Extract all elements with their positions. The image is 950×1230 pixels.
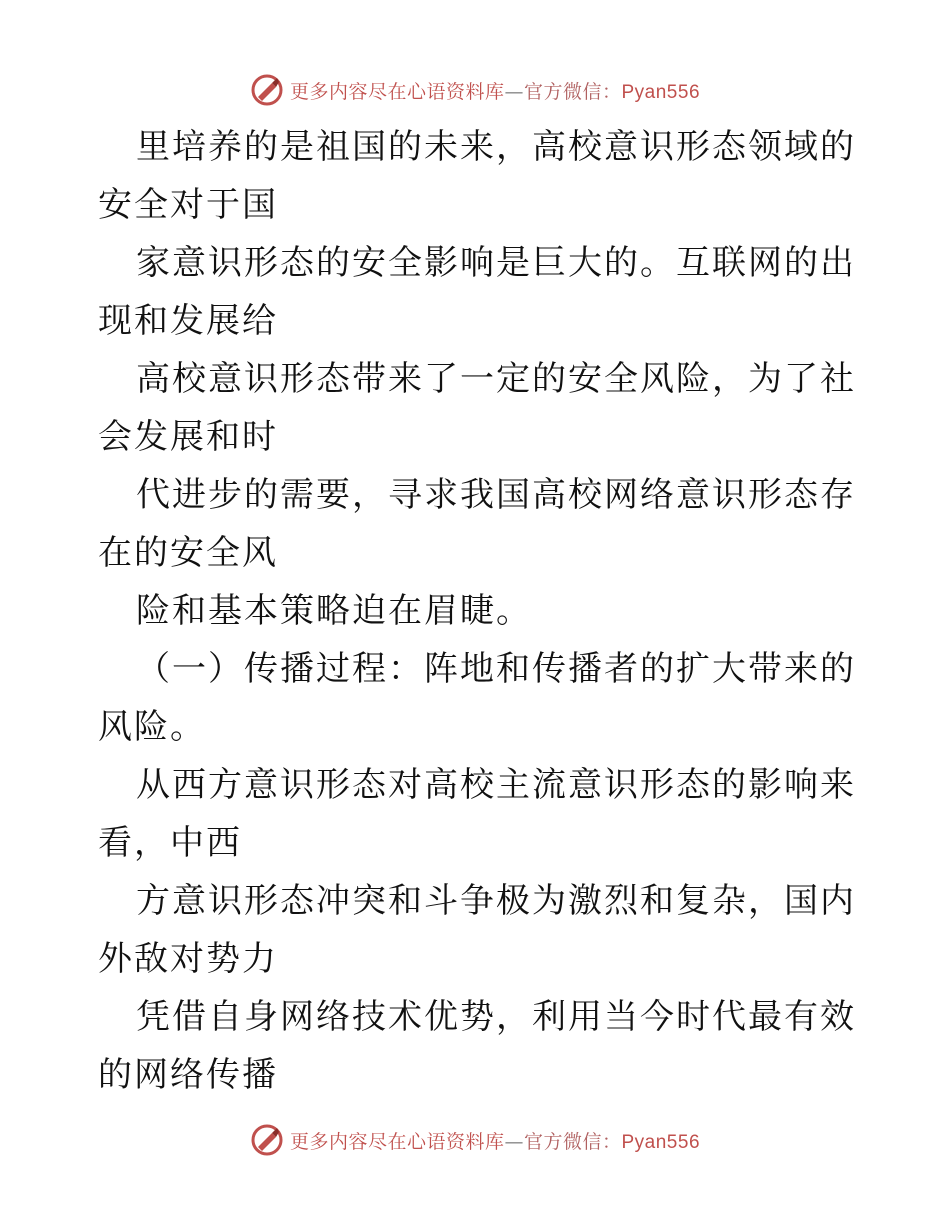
header-watermark-dash: — <box>504 80 524 103</box>
paragraph: 里培养的是祖国的未来，高校意识形态领域的安全对于国 <box>98 127 856 225</box>
document-body <box>98 118 858 1104</box>
footer-watermark <box>0 1120 950 1160</box>
paragraph: 方意识形态冲突和斗争极为激烈和复杂，国内外敌对势力 <box>98 881 856 979</box>
header-watermark-id: Pyan556 <box>621 81 701 103</box>
footer-watermark-wx: 官方微信： <box>523 1130 622 1153</box>
paragraph: 凭借自身网络技术优势，利用当今时代最有效的网络传播 <box>98 997 856 1095</box>
paragraph: 家意识形态的安全影响是巨大的。互联网的出现和发展给 <box>98 243 856 341</box>
paragraph: 险和基本策略迫在眉睫。 <box>136 591 532 631</box>
header-watermark-wx: 官方微信： <box>523 80 622 103</box>
pen-logo-icon <box>250 73 284 107</box>
footer-watermark-text <box>290 1127 700 1154</box>
paragraph: 代进步的需要，寻求我国高校网络意识形态存在的安全风 <box>98 475 856 573</box>
footer-watermark-dash: — <box>504 1130 524 1153</box>
footer-watermark-main: 更多内容尽在心语资料库 <box>289 1130 505 1153</box>
section-heading: （一）传播过程：阵地和传播者的扩大带来的风险。 <box>98 649 856 747</box>
paragraph: 从西方意识形态对高校主流意识形态的影响来看，中西 <box>98 765 856 863</box>
footer-watermark-id: Pyan556 <box>621 1131 701 1153</box>
paragraph: 高校意识形态带来了一定的安全风险，为了社会发展和时 <box>98 359 856 457</box>
header-watermark-text <box>290 77 700 104</box>
pen-logo-icon <box>250 1123 284 1157</box>
header-watermark <box>0 70 950 110</box>
header-watermark-main: 更多内容尽在心语资料库 <box>289 80 505 103</box>
